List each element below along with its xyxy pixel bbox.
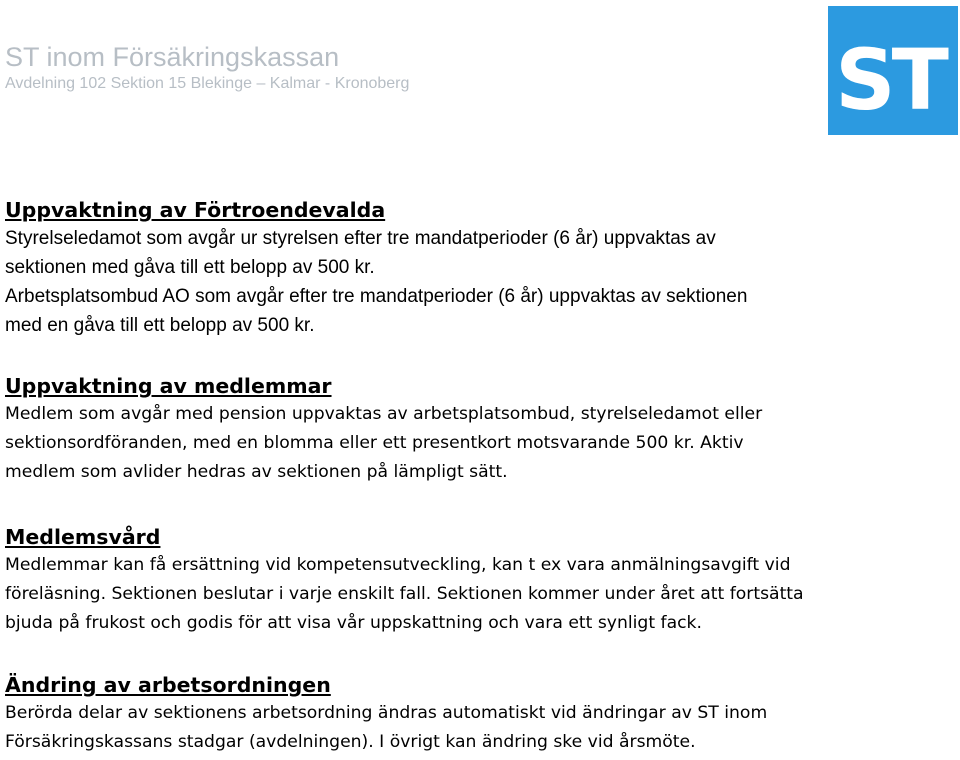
logo-text: ST (835, 31, 945, 129)
section-uppvaktning-fortroendevalda (5, 196, 955, 340)
organization-subtitle: Avdelning 102 Sektion 15 Blekinge – Kalmar - Kronoberg (5, 75, 410, 92)
section-heading: Medlemsvård (5, 525, 161, 549)
section-andring-arbetsordningen (5, 671, 955, 757)
paragraph-line: Styrelseledamot som avgår ur styrelsen efter tre mandatperioder (6 år) uppvaktas av (5, 228, 716, 249)
paragraph-line: Försäkringskassans stadgar (avdelningen). I övrigt kan ändring ske vid årsmöte. (5, 732, 696, 752)
paragraph-line: sektionsordföranden, med en blomma eller ett presentkort motsvarande 500 kr. Aktiv (5, 433, 744, 453)
paragraph-line: Medlemmar kan få ersättning vid kompetensutveckling, kan t ex vara anmälningsavgift vid (5, 555, 791, 575)
section-heading: Uppvaktning av Förtroendevalda (5, 198, 386, 222)
paragraph-line: Berörda delar av sektionens arbetsordning ändras automatiskt vid ändringar av ST inom (5, 703, 768, 723)
paragraph-line: sektionen med gåva till ett belopp av 500 kr. (5, 257, 375, 278)
section-heading: Uppvaktning av medlemmar (5, 374, 332, 398)
paragraph-line: Medlem som avgår med pension uppvaktas av arbetsplatsombud, styrelseledamot eller (5, 404, 763, 424)
paragraph-line: föreläsning. Sektionen beslutar i varje enskilt fall. Sektionen kommer under året att fortsätta (5, 584, 804, 604)
section-heading: Ändring av arbetsordningen (5, 673, 331, 697)
paragraph-line: bjuda på frukost och godis för att visa vår uppskattning och vara ett synligt fack. (5, 613, 702, 633)
st-logo (828, 6, 958, 135)
section-uppvaktning-medlemmar (5, 372, 955, 487)
organization-header (5, 40, 409, 94)
paragraph-line: Arbetsplatsombud AO som avgår efter tre mandatperioder (6 år) uppvaktas av sektionen (5, 286, 748, 307)
paragraph-line: medlem som avlider hedras av sektionen på lämpligt sätt. (5, 462, 508, 482)
paragraph-line: med en gåva till ett belopp av 500 kr. (5, 315, 315, 336)
section-medlemsvard (5, 523, 955, 638)
organization-title: ST inom Försäkringskassan (5, 42, 340, 72)
